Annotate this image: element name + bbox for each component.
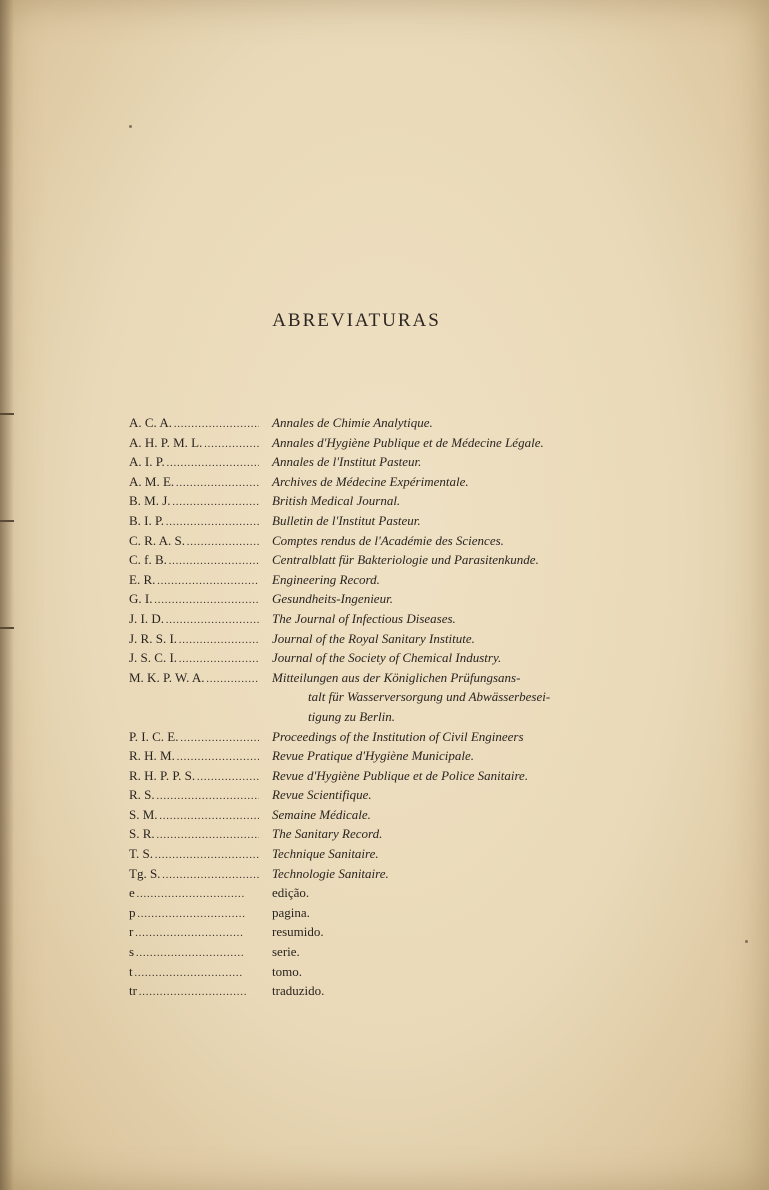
abbreviation-code: G. I. . . . [129, 589, 259, 611]
abbreviation-entry [129, 589, 599, 609]
abbreviation-code: C. R. A. S. . . . [129, 531, 259, 553]
abbreviation-entry [129, 903, 599, 923]
abbreviation-code: A. C. A. . . . [129, 413, 259, 435]
abbreviation-meaning: The Journal of Infectious Diseases. [272, 610, 456, 626]
abbreviation-entry [129, 472, 599, 492]
abbreviation-entry [129, 942, 599, 962]
abbreviation-entry [129, 766, 599, 786]
abbreviation-entry [129, 727, 599, 747]
abbreviation-code: S. R. . . . [129, 824, 259, 846]
abbreviation-entry [129, 746, 599, 766]
abbreviation-entry [129, 491, 599, 511]
abbreviation-entry [129, 805, 599, 825]
page-title: ABREVIATURAS [272, 310, 441, 331]
abbreviation-meaning: Revue Scientifique. [272, 787, 372, 803]
margin-tick [0, 413, 14, 415]
abbreviation-meaning: Centralblatt für Bakteriologie und Parasitenkunde. [272, 552, 539, 568]
abbreviation-code: S. M. . . . [129, 805, 259, 827]
abbreviation-meaning: Proceedings of the Institution of Civil Engineers [272, 728, 524, 744]
abbreviation-meaning: edição. [272, 885, 310, 901]
abbreviation-meaning: Journal of the Royal Sanitary Institute. [272, 630, 475, 646]
abbreviation-code: J. S. C. I. . . . [129, 648, 259, 670]
abbreviation-entry [129, 629, 599, 649]
abbreviation-code: M. K. P. W. A. . . . [129, 668, 259, 690]
abbreviation-code: tr . . . [129, 981, 259, 1003]
abbreviation-entry [129, 962, 599, 982]
abbreviation-code: r . . . [129, 922, 259, 944]
abbreviation-meaning: British Medical Journal. [272, 493, 401, 509]
abbreviation-entry [129, 433, 599, 453]
abbreviation-code: R. H. M. . . . [129, 746, 259, 768]
abbreviation-meaning: Revue Pratique d'Hygiène Municipale. [272, 748, 475, 764]
abbreviation-code: p . . . [129, 903, 259, 925]
abbreviation-entry [129, 668, 599, 727]
abbreviation-code: R. H. P. P. S. . . . [129, 766, 259, 788]
abbreviation-entry [129, 883, 599, 903]
abbreviation-code: t . . . [129, 962, 259, 984]
abbreviation-meaning: tomo. [272, 963, 302, 979]
abbreviation-meaning: Archives de Médecine Expérimentale. [272, 473, 469, 489]
abbreviation-code: J. I. D. . . . [129, 609, 259, 631]
abbreviation-code: T. S. . . . [129, 844, 259, 866]
abbreviation-code: B. I. P. . . . [129, 511, 259, 533]
abbreviation-meaning: Annales de Chimie Analytique. [272, 415, 433, 430]
abbreviation-meaning: Semaine Médicale. [272, 806, 371, 822]
abbreviation-code: R. S. . . . [129, 785, 259, 807]
abbreviation-entry [129, 824, 599, 844]
abbreviation-meaning: Engineering Record. [272, 571, 380, 587]
abbreviation-entry [129, 648, 599, 668]
abbreviation-entry [129, 570, 599, 590]
abbreviation-code: J. R. S. I. . . . [129, 629, 259, 651]
abbreviation-meaning: Annales de l'Institut Pasteur. [272, 454, 422, 470]
abbreviation-entry [129, 511, 599, 531]
abbreviation-meaning: traduzido. [272, 983, 325, 999]
abbreviation-code: s . . . [129, 942, 259, 964]
abbreviation-code: e . . . [129, 883, 259, 905]
abbreviation-code: A. M. E. . . . [129, 472, 259, 494]
abbreviation-meaning: Gesundheits-Ingenieur. [272, 591, 393, 607]
paper-speck [745, 940, 748, 943]
abbreviation-meaning: Annales d'Hygiène Publique et de Médecine Légale. [272, 434, 544, 450]
abbreviation-meaning: Journal of the Society of Chemical Industry. [272, 650, 502, 666]
margin-tick [0, 520, 14, 522]
abbreviation-entry [129, 922, 599, 942]
abbreviation-code: E. R. . . . [129, 570, 259, 592]
abbreviation-meaning-line: Mitteilungen aus der Königlichen Prüfungsans- [272, 669, 521, 685]
abbreviation-meaning: serie. [272, 944, 300, 960]
abbreviation-meaning: Comptes rendus de l'Académie des Sciences. [272, 532, 504, 548]
abbreviation-meaning [272, 668, 599, 727]
abbreviation-code: C. f. B. . . . [129, 550, 259, 572]
abbreviation-code: A. I. P. . . . [129, 452, 259, 474]
abbreviation-code: B. M. J. . . . [129, 491, 259, 513]
abbreviation-meaning: Technologie Sanitaire. [272, 865, 389, 881]
paper-speck [129, 125, 132, 128]
abbreviation-meaning: resumido. [272, 924, 324, 940]
abbreviation-entry [129, 531, 599, 551]
abbreviation-entry [129, 981, 599, 1001]
abbreviation-code: Tg. S. . . . [129, 864, 259, 886]
abbreviation-entry [129, 864, 599, 884]
abbreviation-meaning: Revue d'Hygiène Publique et de Police Sanitaire. [272, 767, 529, 783]
abbreviation-meaning: pagina. [272, 904, 310, 920]
abbreviation-list [129, 413, 599, 1001]
abbreviation-meaning-line: tigung zu Berlin. [308, 708, 396, 724]
spine-shadow [0, 0, 14, 1190]
abbreviation-entry [129, 550, 599, 570]
abbreviation-meaning: Technique Sanitaire. [272, 846, 379, 862]
abbreviation-meaning: Bulletin de l'Institut Pasteur. [272, 512, 421, 528]
abbreviation-code: P. I. C. E. . . . [129, 727, 259, 749]
abbreviation-meaning-line: talt für Wasserversorgung und Abwässerbesei- [308, 689, 551, 705]
abbreviation-entry [129, 844, 599, 864]
margin-tick [0, 627, 14, 629]
abbreviation-meaning: The Sanitary Record. [272, 826, 383, 842]
abbreviation-entry [129, 609, 599, 629]
abbreviation-entry [129, 452, 599, 472]
abbreviation-entry [129, 413, 599, 433]
abbreviation-entry [129, 785, 599, 805]
abbreviation-code: A. H. P. M. L. . . . [129, 433, 259, 455]
